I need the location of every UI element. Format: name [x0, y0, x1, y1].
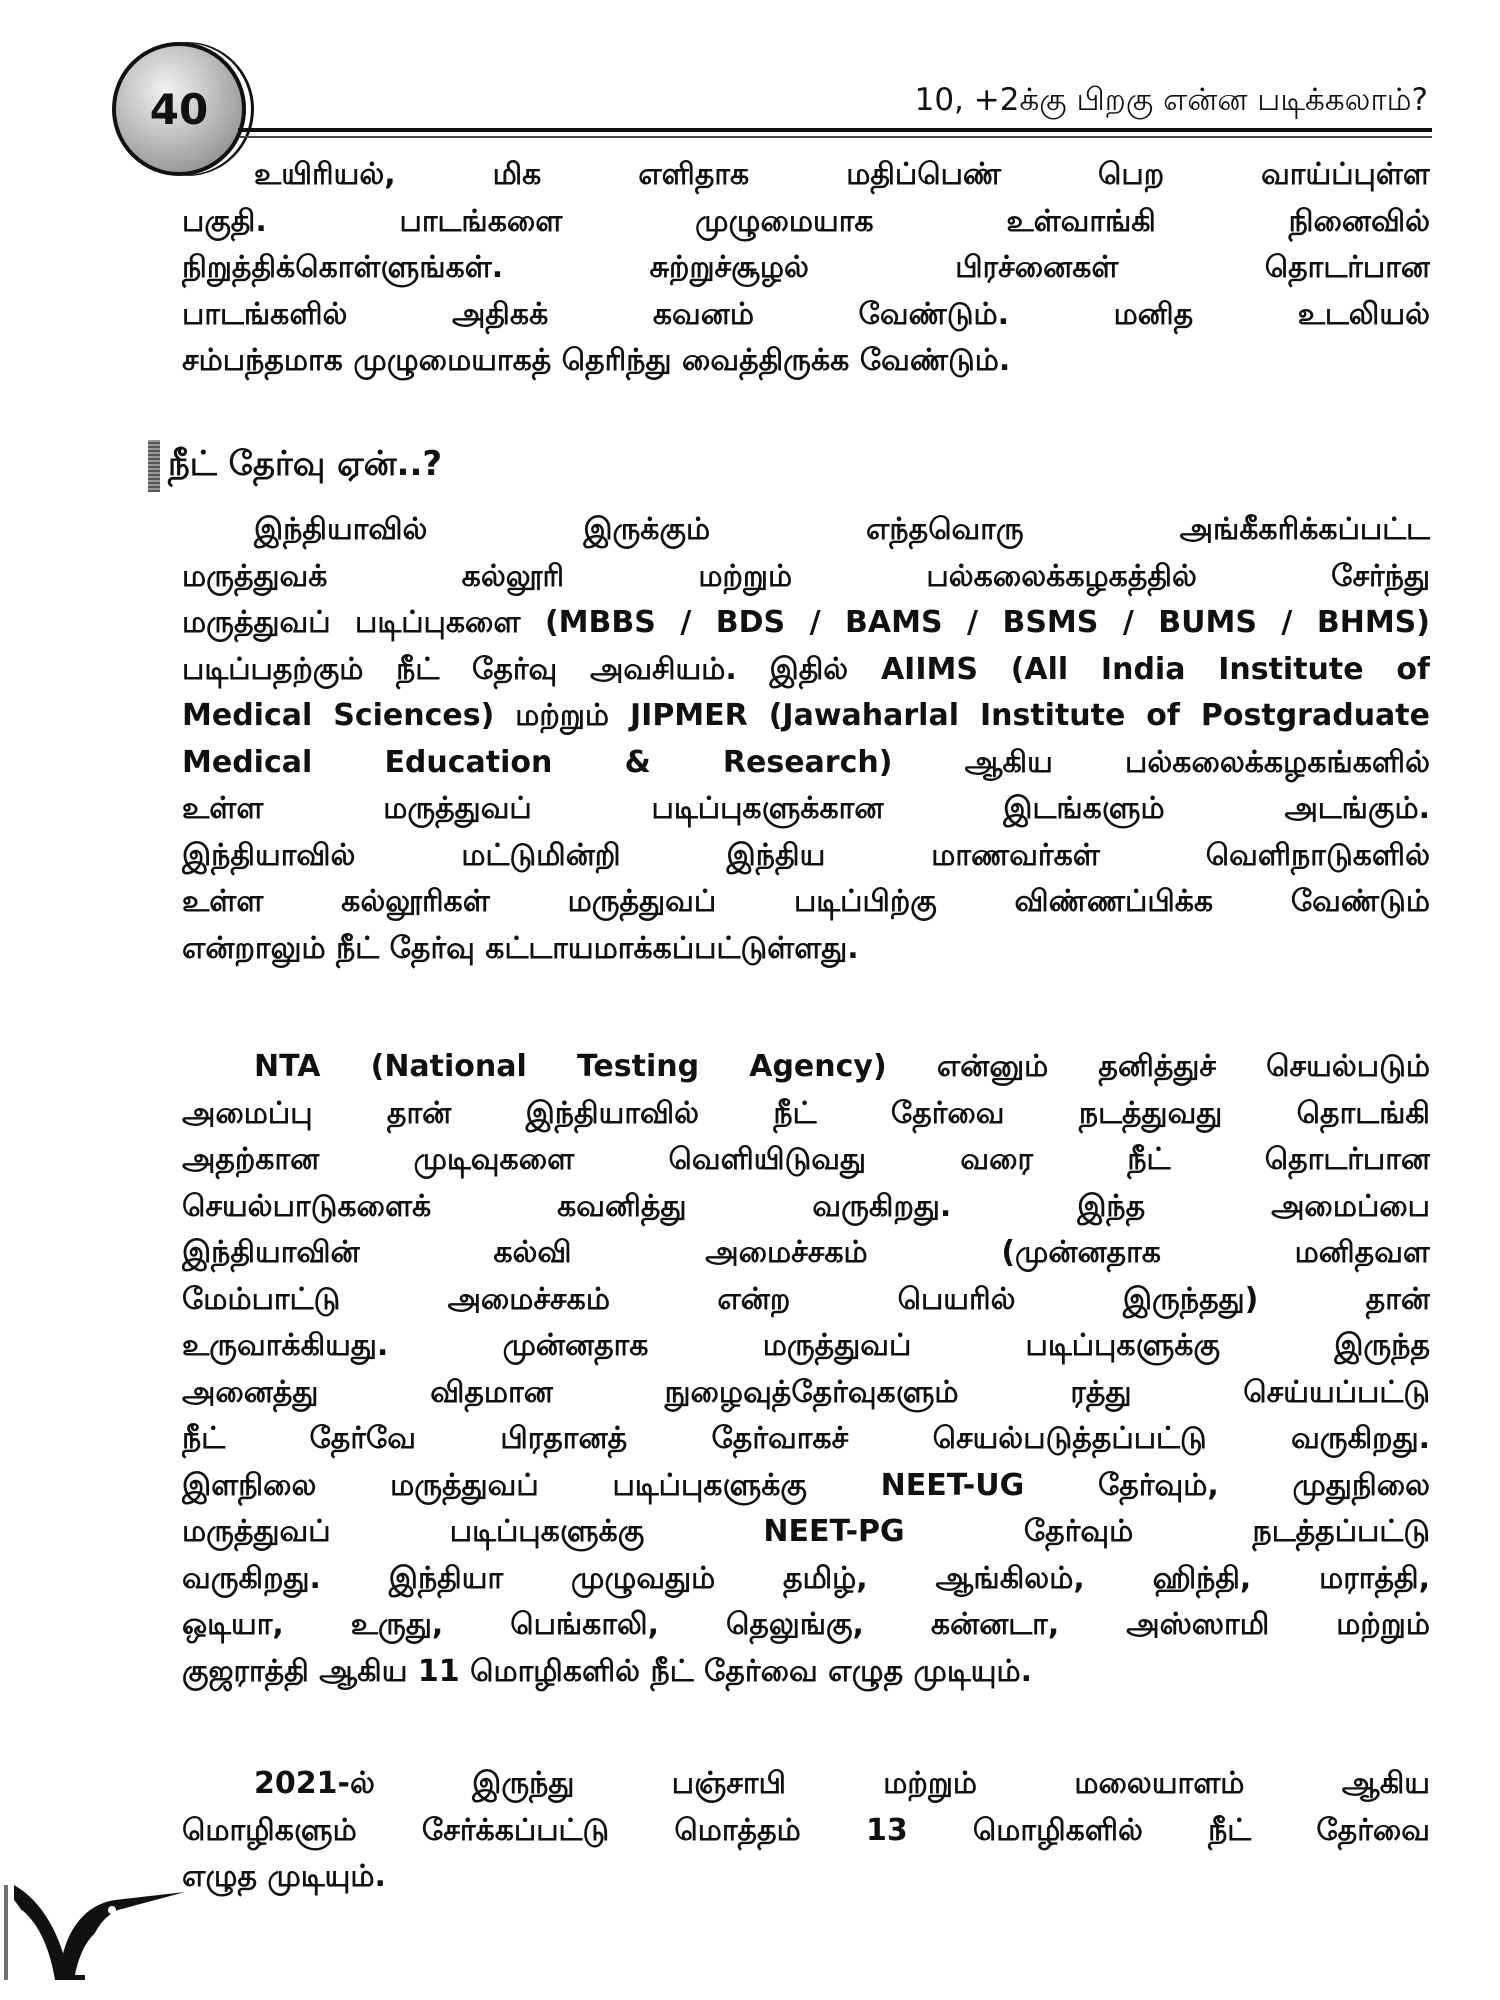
- text-line: அமைப்பு தான் இந்தியாவில் நீட் தேர்வை நடத்துவது தொடங்கி: [182, 1095, 1430, 1131]
- text-line: எழுத முடியும்.: [182, 1859, 386, 1894]
- paragraph-3: [182, 1044, 1430, 1695]
- page-number: 40: [149, 84, 209, 134]
- text-line: உள்ள கல்லூரிகள் மருத்துவப் படிப்பிற்கு விண்ணப்பிக்க வேண்டும்: [182, 884, 1430, 919]
- text-line: குஜராத்தி ஆகிய 11 மொழிகளில் நீட் தேர்வை எழுத முடியும்.: [182, 1653, 1033, 1689]
- text-line: Medical Education & Research) ஆகிய பல்கலைக்கழகங்களில்: [182, 744, 1430, 780]
- text-line: பாடங்களில் அதிகக் கவனம் வேண்டும். மனித உடலியல்: [182, 296, 1430, 332]
- text-line: ஒடியா, உருது, பெங்காலி, தெலுங்கு, கன்னடா, அஸ்ஸாமி மற்றும்: [182, 1607, 1430, 1642]
- text-line: மருத்துவக் கல்லூரி மற்றும் பல்கலைக்கழகத்தில் சேர்ந்து: [182, 558, 1430, 594]
- header-divider-thin: [240, 136, 1432, 138]
- text-line: உயிரியல், மிக எளிதாக மதிப்பெண் பெற வாய்ப்புள்ள: [254, 157, 1430, 192]
- running-title: 10, +2க்கு பிறகு என்ன படிக்கலாம்?: [914, 82, 1428, 118]
- text-line: 2021-ல் இருந்து பஞ்சாபி மற்றும் மலையாளம் ஆகிய: [254, 1766, 1430, 1801]
- text-line: மொழிகளும் சேர்க்கப்பட்டு மொத்தம் 13 மொழிகளில் நீட் தேர்வை: [182, 1812, 1430, 1848]
- text-line: உருவாக்கியது. முன்னதாக மருத்துவப் படிப்புகளுக்கு இருந்த: [182, 1328, 1430, 1363]
- text-line: படிப்பதற்கும் நீட் தேர்வு அவசியம். இதில் AIIMS (All India Institute of: [182, 651, 1430, 687]
- section-heading: [148, 440, 442, 492]
- text-line: இளநிலை மருத்துவப் படிப்புகளுக்கு NEET-UG தேர்வும், முதுநிலை: [182, 1467, 1430, 1503]
- heading-marker: [148, 440, 160, 492]
- text-line: பகுதி. பாடங்களை முழுமையாக உள்வாங்கி நினைவில்: [182, 203, 1430, 239]
- text-line: நிறுத்திக்கொள்ளுங்கள். சுற்றுச்சூழல் பிரச்னைகள் தொடர்பான: [182, 250, 1430, 285]
- text-line: இந்தியாவில் மட்டுமின்றி இந்திய மாணவர்கள் வெளிநாடுகளில்: [182, 837, 1430, 873]
- text-line: மேம்பாட்டு அமைச்சகம் என்ற பெயரில் இருந்தது) தான்: [182, 1281, 1430, 1317]
- text-line: செயல்பாடுகளைக் கவனித்து வருகிறது. இந்த அமைப்பை: [182, 1188, 1430, 1224]
- text-line: இந்தியாவில் இருக்கும் எந்தவொரு அங்கீகரிக்கப்பட்ட: [254, 512, 1430, 547]
- text-line: நீட் தேர்வே பிரதானத் தேர்வாகச் செயல்படுத்தப்பட்டு வருகிறது.: [182, 1421, 1430, 1456]
- text-line: இந்தியாவின் கல்வி அமைச்சகம் (முன்னதாக மனிதவள: [182, 1235, 1430, 1270]
- paragraph-4: [182, 1761, 1430, 1901]
- text-line: NTA (National Testing Agency) என்னும் தனித்துச் செயல்படும்: [254, 1049, 1430, 1084]
- hummingbird-icon: [0, 1880, 200, 1990]
- text-line: என்றாலும் நீட் தேர்வு கட்டாயமாக்கப்பட்டுள்ளது.: [182, 930, 859, 966]
- paragraph-2: [182, 507, 1430, 972]
- text-line: அதற்கான முடிவுகளை வெளியிடுவது வரை நீட் தொடர்பான: [182, 1142, 1430, 1177]
- text-line: உள்ள மருத்துவப் படிப்புகளுக்கான இடங்களும் அடங்கும்.: [182, 791, 1430, 826]
- paragraph-1: [182, 152, 1430, 385]
- text-line: Medical Sciences) மற்றும் JIPMER (Jawaharlal Institute of Postgraduate: [182, 698, 1430, 733]
- text-line: சம்பந்தமாக முழுமையாகத் தெரிந்து வைத்திருக்க வேண்டும்.: [182, 343, 1011, 378]
- text-line: மருத்துவப் படிப்புகளுக்கு NEET-PG தேர்வும் நடத்தப்பட்டு: [182, 1514, 1430, 1549]
- text-line: மருத்துவப் படிப்புகளை (MBBS / BDS / BAMS / BSMS / BUMS / BHMS): [182, 605, 1430, 640]
- text-line: அனைத்து விதமான நுழைவுத்தேர்வுகளும் ரத்து செய்யப்பட்டு: [182, 1374, 1430, 1410]
- text-line: வருகிறது. இந்தியா முழுவதும் தமிழ், ஆங்கிலம், ஹிந்தி, மராத்தி,: [182, 1560, 1430, 1596]
- header-divider: [238, 128, 1432, 132]
- section-heading-text: நீட் தேர்வு ஏன்..?: [168, 444, 443, 484]
